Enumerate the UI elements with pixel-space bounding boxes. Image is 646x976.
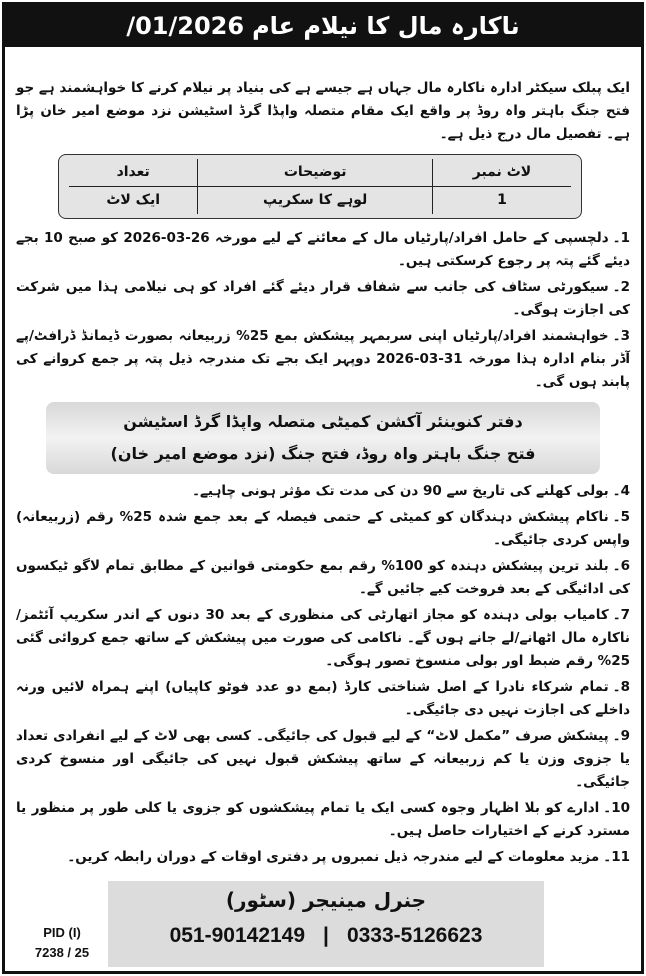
term-item [16, 555, 630, 601]
term-text: مزید معلومات کے لیے مندرجہ ذیل نمبروں پر دفتری اوقات کے دوران رابطہ کریں۔ [67, 849, 600, 865]
term-item [16, 676, 630, 722]
address-box [46, 402, 600, 474]
title-bar [5, 5, 641, 47]
pid-line-2: 7238 / 25 [34, 945, 90, 960]
ad-border [2, 2, 644, 974]
term-text: سیکورٹی سٹاف کی جانب سے شفاف قرار دیئے گئے افراد کو ہی نیلامی ہذا میں شرکت کی اجازت ہوگی۔ [16, 279, 630, 318]
term-number: 11۔ [603, 849, 630, 865]
header-lot-number: لاٹ نمبر [432, 159, 571, 187]
title-number: 01/2026/ [126, 12, 245, 40]
term-number: 3۔ [612, 328, 630, 344]
bottom-row [16, 881, 630, 967]
pid-line-1: PID (I) [43, 925, 81, 940]
terms-list-a [16, 227, 630, 394]
lot-table [58, 154, 582, 219]
phone-number-2: 0333-5126623 [346, 924, 483, 947]
address-line-2: فتح جنگ باہتر واہ روڈ، فتح جنگ (نزد موضع امیر خان) [110, 444, 536, 463]
header-quantity: تعداد [69, 159, 198, 187]
term-number: 2۔ [612, 279, 630, 295]
contact-box [108, 881, 544, 967]
term-text: ناکام پیشکش دہندگان کو کمیٹی کے حتمی فیصلہ کے بعد جمع شدہ 25% رقم (زربیعانہ) واپس کردی جائیگی۔ [16, 509, 630, 548]
terms-list-b [16, 480, 630, 869]
term-number: 6۔ [612, 558, 630, 574]
cell-quantity: ایک لاٹ [69, 187, 198, 215]
phone-separator: | [323, 924, 329, 947]
header-description: توضیحات [198, 159, 433, 187]
term-item [16, 725, 630, 794]
term-text: پیشکش صرف ”مکمل لاٹ“ کے لیے قبول کی جائیگی۔ کسی بھی لاٹ کے لیے انفرادی تعداد یا جزوی وزن یا کم زربیعانہ کے ساتھ پیشکش قبول نہیں کی جائیگی اور منسوخ کردی جائیگی۔ [16, 728, 630, 790]
term-number: 9۔ [612, 728, 630, 744]
phone-number-1: 051-90142149 [169, 924, 306, 947]
term-item [16, 276, 630, 322]
term-text: ادارے کو بلا اظہار وجوہ کسی ایک یا تمام پیشکشوں کو جزوی یا کلی طور پر منظور یا مسترد کرنے کے اختیارات حاصل ہیں۔ [16, 800, 630, 839]
term-text: تمام شرکاء نادرا کے اصل شناختی کارڈ (بمع دو عدد فوٹو کاپیاں) اپنے ہمراہ لائیں ورنہ داخلے کی اجازت نہیں دی جائیگی۔ [16, 679, 630, 718]
term-item [16, 846, 630, 869]
cell-description: لوہے کا سکریپ [198, 187, 433, 215]
term-number: 5۔ [612, 509, 630, 525]
term-item [16, 604, 630, 673]
intro-paragraph: ایک پبلک سیکٹر ادارہ ناکارہ مال جہاں ہے جیسے ہے کی بنیاد پر نیلام کرنے کا خواہشمند ہے جو فتح جنگ باہتر واہ روڈ پر واقع ایک مقام متصلہ واپڈا گرڈ اسٹیشن نزد موضع امیر خان پڑا ہے۔ تفصیل مال درج ذیل ہے۔ [16, 80, 630, 142]
term-item [16, 480, 630, 503]
cell-lot-number: 1 [497, 192, 507, 208]
term-text: دلچسپی کے حامل افراد/پارٹیاں مال کے معائنے کے لیے مورخہ 26-03-2026 کو صبح 10 بجے دیئے گئے پتہ پر رجوع کرسکتی ہیں۔ [16, 230, 630, 269]
term-number: 4۔ [612, 483, 630, 499]
term-number: 7۔ [612, 607, 631, 623]
title-text: ناکارہ مال کا نیلام عام [252, 12, 520, 40]
term-text: بولی کھلنے کی تاریخ سے 90 دن کی مدت تک مؤثر ہونی چاہیے۔ [192, 483, 609, 499]
term-number: 10۔ [603, 800, 630, 816]
term-number: 1۔ [612, 230, 630, 246]
term-text: بلند ترین پیشکش دہندہ کو 100% رقم بمع حکومتی قوانین کے مطابق تمام لاگو ٹیکسوں کی ادائیگی کے بعد فروخت کیے جائیں گے۔ [16, 558, 630, 597]
term-item [16, 325, 630, 394]
term-number: 8۔ [612, 679, 630, 695]
term-text: خواہشمند افراد/پارٹیاں اپنی سربمہر پیشکش بمع 25% زربیعانہ بصورت ڈیمانڈ ڈرافٹ/پے آڈر بنام ادارہ ہذا مورخہ 31-03-2026 دوپہر ایک بجے تک مندرجہ ذیل پتہ پر جمع کروانے کی پابند ہوں گی۔ [16, 328, 631, 390]
term-item [16, 506, 630, 552]
pid-label [16, 923, 108, 967]
signatory: جنرل مینیجر (سٹور) [225, 888, 427, 912]
term-item [16, 797, 630, 843]
table-row [69, 187, 571, 215]
term-item [16, 227, 630, 273]
term-text: کامیاب بولی دہندہ کو مجاز اتھارٹی کی منظوری کے بعد 30 دنوں کے اندر سکریپ آئٹمز/ناکارہ مال اٹھانے/لے جانے ہوں گے۔ ناکامی کی صورت میں پیشکش کے ساتھ جمع کروائی گئی 25% رقم ضبط اور بولی منسوخ تصور ہوگی۔ [16, 607, 630, 669]
ad-body [16, 77, 630, 967]
address-line-1: دفتر کنوینئر آکشن کمیٹی متصلہ واپڈا گرڈ اسٹیشن [123, 412, 523, 431]
table-header-row [69, 159, 571, 187]
